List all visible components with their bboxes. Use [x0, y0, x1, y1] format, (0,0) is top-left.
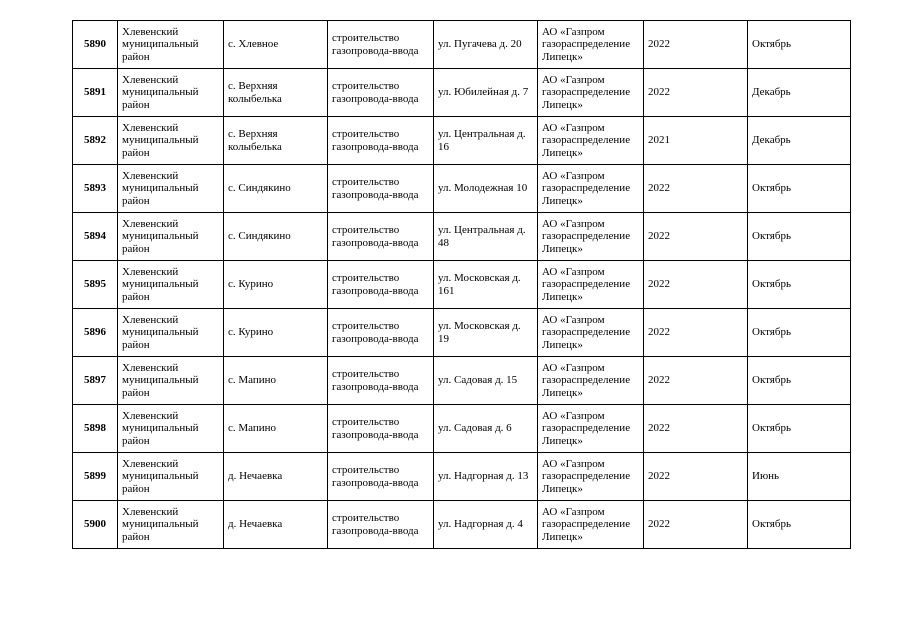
work-type-cell: строительство газопровода-ввода [328, 405, 434, 453]
row-number: 5896 [73, 309, 118, 357]
year-cell: 2022 [644, 309, 748, 357]
settlement-cell: с. Курино [224, 309, 328, 357]
table-row [73, 165, 851, 213]
settlement-cell: с. Синдякино [224, 213, 328, 261]
table-row [73, 261, 851, 309]
address-cell: ул. Садовая д. 15 [434, 357, 538, 405]
settlement-cell: с. Верхняя колыбелька [224, 117, 328, 165]
work-type-cell: строительство газопровода-ввода [328, 357, 434, 405]
organization-cell: АО «Газпром газораспределение Липецк» [538, 309, 644, 357]
year-cell: 2022 [644, 405, 748, 453]
address-cell: ул. Надгорная д. 4 [434, 501, 538, 549]
settlement-cell: д. Нечаевка [224, 501, 328, 549]
row-number: 5899 [73, 453, 118, 501]
month-cell: Октябрь [748, 501, 851, 549]
district-cell: Хлевенский муниципальный район [118, 405, 224, 453]
table-row [73, 21, 851, 69]
year-cell: 2022 [644, 165, 748, 213]
organization-cell: АО «Газпром газораспределение Липецк» [538, 357, 644, 405]
year-cell: 2022 [644, 261, 748, 309]
table-row [73, 405, 851, 453]
year-cell: 2022 [644, 501, 748, 549]
address-cell: ул. Московская д. 19 [434, 309, 538, 357]
district-cell: Хлевенский муниципальный район [118, 117, 224, 165]
settlement-cell: с. Синдякино [224, 165, 328, 213]
district-cell: Хлевенский муниципальный район [118, 165, 224, 213]
district-cell: Хлевенский муниципальный район [118, 357, 224, 405]
row-number: 5897 [73, 357, 118, 405]
row-number: 5893 [73, 165, 118, 213]
month-cell: Октябрь [748, 213, 851, 261]
row-number: 5894 [73, 213, 118, 261]
table-row [73, 117, 851, 165]
district-cell: Хлевенский муниципальный район [118, 501, 224, 549]
address-cell: ул. Садовая д. 6 [434, 405, 538, 453]
organization-cell: АО «Газпром газораспределение Липецк» [538, 69, 644, 117]
settlement-cell: с. Курино [224, 261, 328, 309]
document-page [72, 20, 850, 549]
district-cell: Хлевенский муниципальный район [118, 213, 224, 261]
row-number: 5890 [73, 21, 118, 69]
row-number: 5891 [73, 69, 118, 117]
settlement-cell: с. Мапино [224, 357, 328, 405]
year-cell: 2022 [644, 213, 748, 261]
year-cell: 2022 [644, 453, 748, 501]
month-cell: Декабрь [748, 69, 851, 117]
table-row [73, 501, 851, 549]
row-number: 5898 [73, 405, 118, 453]
organization-cell: АО «Газпром газораспределение Липецк» [538, 261, 644, 309]
month-cell: Октябрь [748, 357, 851, 405]
month-cell: Октябрь [748, 21, 851, 69]
month-cell: Октябрь [748, 261, 851, 309]
month-cell: Октябрь [748, 309, 851, 357]
table-row [73, 309, 851, 357]
organization-cell: АО «Газпром газораспределение Липецк» [538, 405, 644, 453]
year-cell: 2022 [644, 21, 748, 69]
address-cell: ул. Юбилейная д. 7 [434, 69, 538, 117]
work-type-cell: строительство газопровода-ввода [328, 309, 434, 357]
year-cell: 2022 [644, 69, 748, 117]
address-cell: ул. Центральная д. 48 [434, 213, 538, 261]
work-type-cell: строительство газопровода-ввода [328, 213, 434, 261]
settlement-cell: с. Верхняя колыбелька [224, 69, 328, 117]
district-cell: Хлевенский муниципальный район [118, 309, 224, 357]
district-cell: Хлевенский муниципальный район [118, 21, 224, 69]
year-cell: 2022 [644, 357, 748, 405]
settlement-cell: д. Нечаевка [224, 453, 328, 501]
row-number: 5900 [73, 501, 118, 549]
organization-cell: АО «Газпром газораспределение Липецк» [538, 501, 644, 549]
district-cell: Хлевенский муниципальный район [118, 69, 224, 117]
organization-cell: АО «Газпром газораспределение Липецк» [538, 165, 644, 213]
work-type-cell: строительство газопровода-ввода [328, 165, 434, 213]
month-cell: Декабрь [748, 117, 851, 165]
address-cell: ул. Молодежная 10 [434, 165, 538, 213]
organization-cell: АО «Газпром газораспределение Липецк» [538, 117, 644, 165]
table-row [73, 357, 851, 405]
table-row [73, 213, 851, 261]
year-cell: 2021 [644, 117, 748, 165]
work-type-cell: строительство газопровода-ввода [328, 21, 434, 69]
row-number: 5895 [73, 261, 118, 309]
organization-cell: АО «Газпром газораспределение Липецк» [538, 453, 644, 501]
row-number: 5892 [73, 117, 118, 165]
work-type-cell: строительство газопровода-ввода [328, 501, 434, 549]
work-type-cell: строительство газопровода-ввода [328, 117, 434, 165]
address-cell: ул. Пугачева д. 20 [434, 21, 538, 69]
district-cell: Хлевенский муниципальный район [118, 261, 224, 309]
settlement-cell: с. Мапино [224, 405, 328, 453]
work-type-cell: строительство газопровода-ввода [328, 261, 434, 309]
settlement-cell: с. Хлевное [224, 21, 328, 69]
organization-cell: АО «Газпром газораспределение Липецк» [538, 21, 644, 69]
organization-cell: АО «Газпром газораспределение Липецк» [538, 213, 644, 261]
table-body [73, 21, 851, 549]
table-row [73, 69, 851, 117]
work-type-cell: строительство газопровода-ввода [328, 453, 434, 501]
address-cell: ул. Московская д. 161 [434, 261, 538, 309]
address-cell: ул. Надгорная д. 13 [434, 453, 538, 501]
month-cell: Июнь [748, 453, 851, 501]
table-row [73, 453, 851, 501]
district-cell: Хлевенский муниципальный район [118, 453, 224, 501]
gas-connection-table [72, 20, 851, 549]
work-type-cell: строительство газопровода-ввода [328, 69, 434, 117]
month-cell: Октябрь [748, 165, 851, 213]
month-cell: Октябрь [748, 405, 851, 453]
address-cell: ул. Центральная д. 16 [434, 117, 538, 165]
